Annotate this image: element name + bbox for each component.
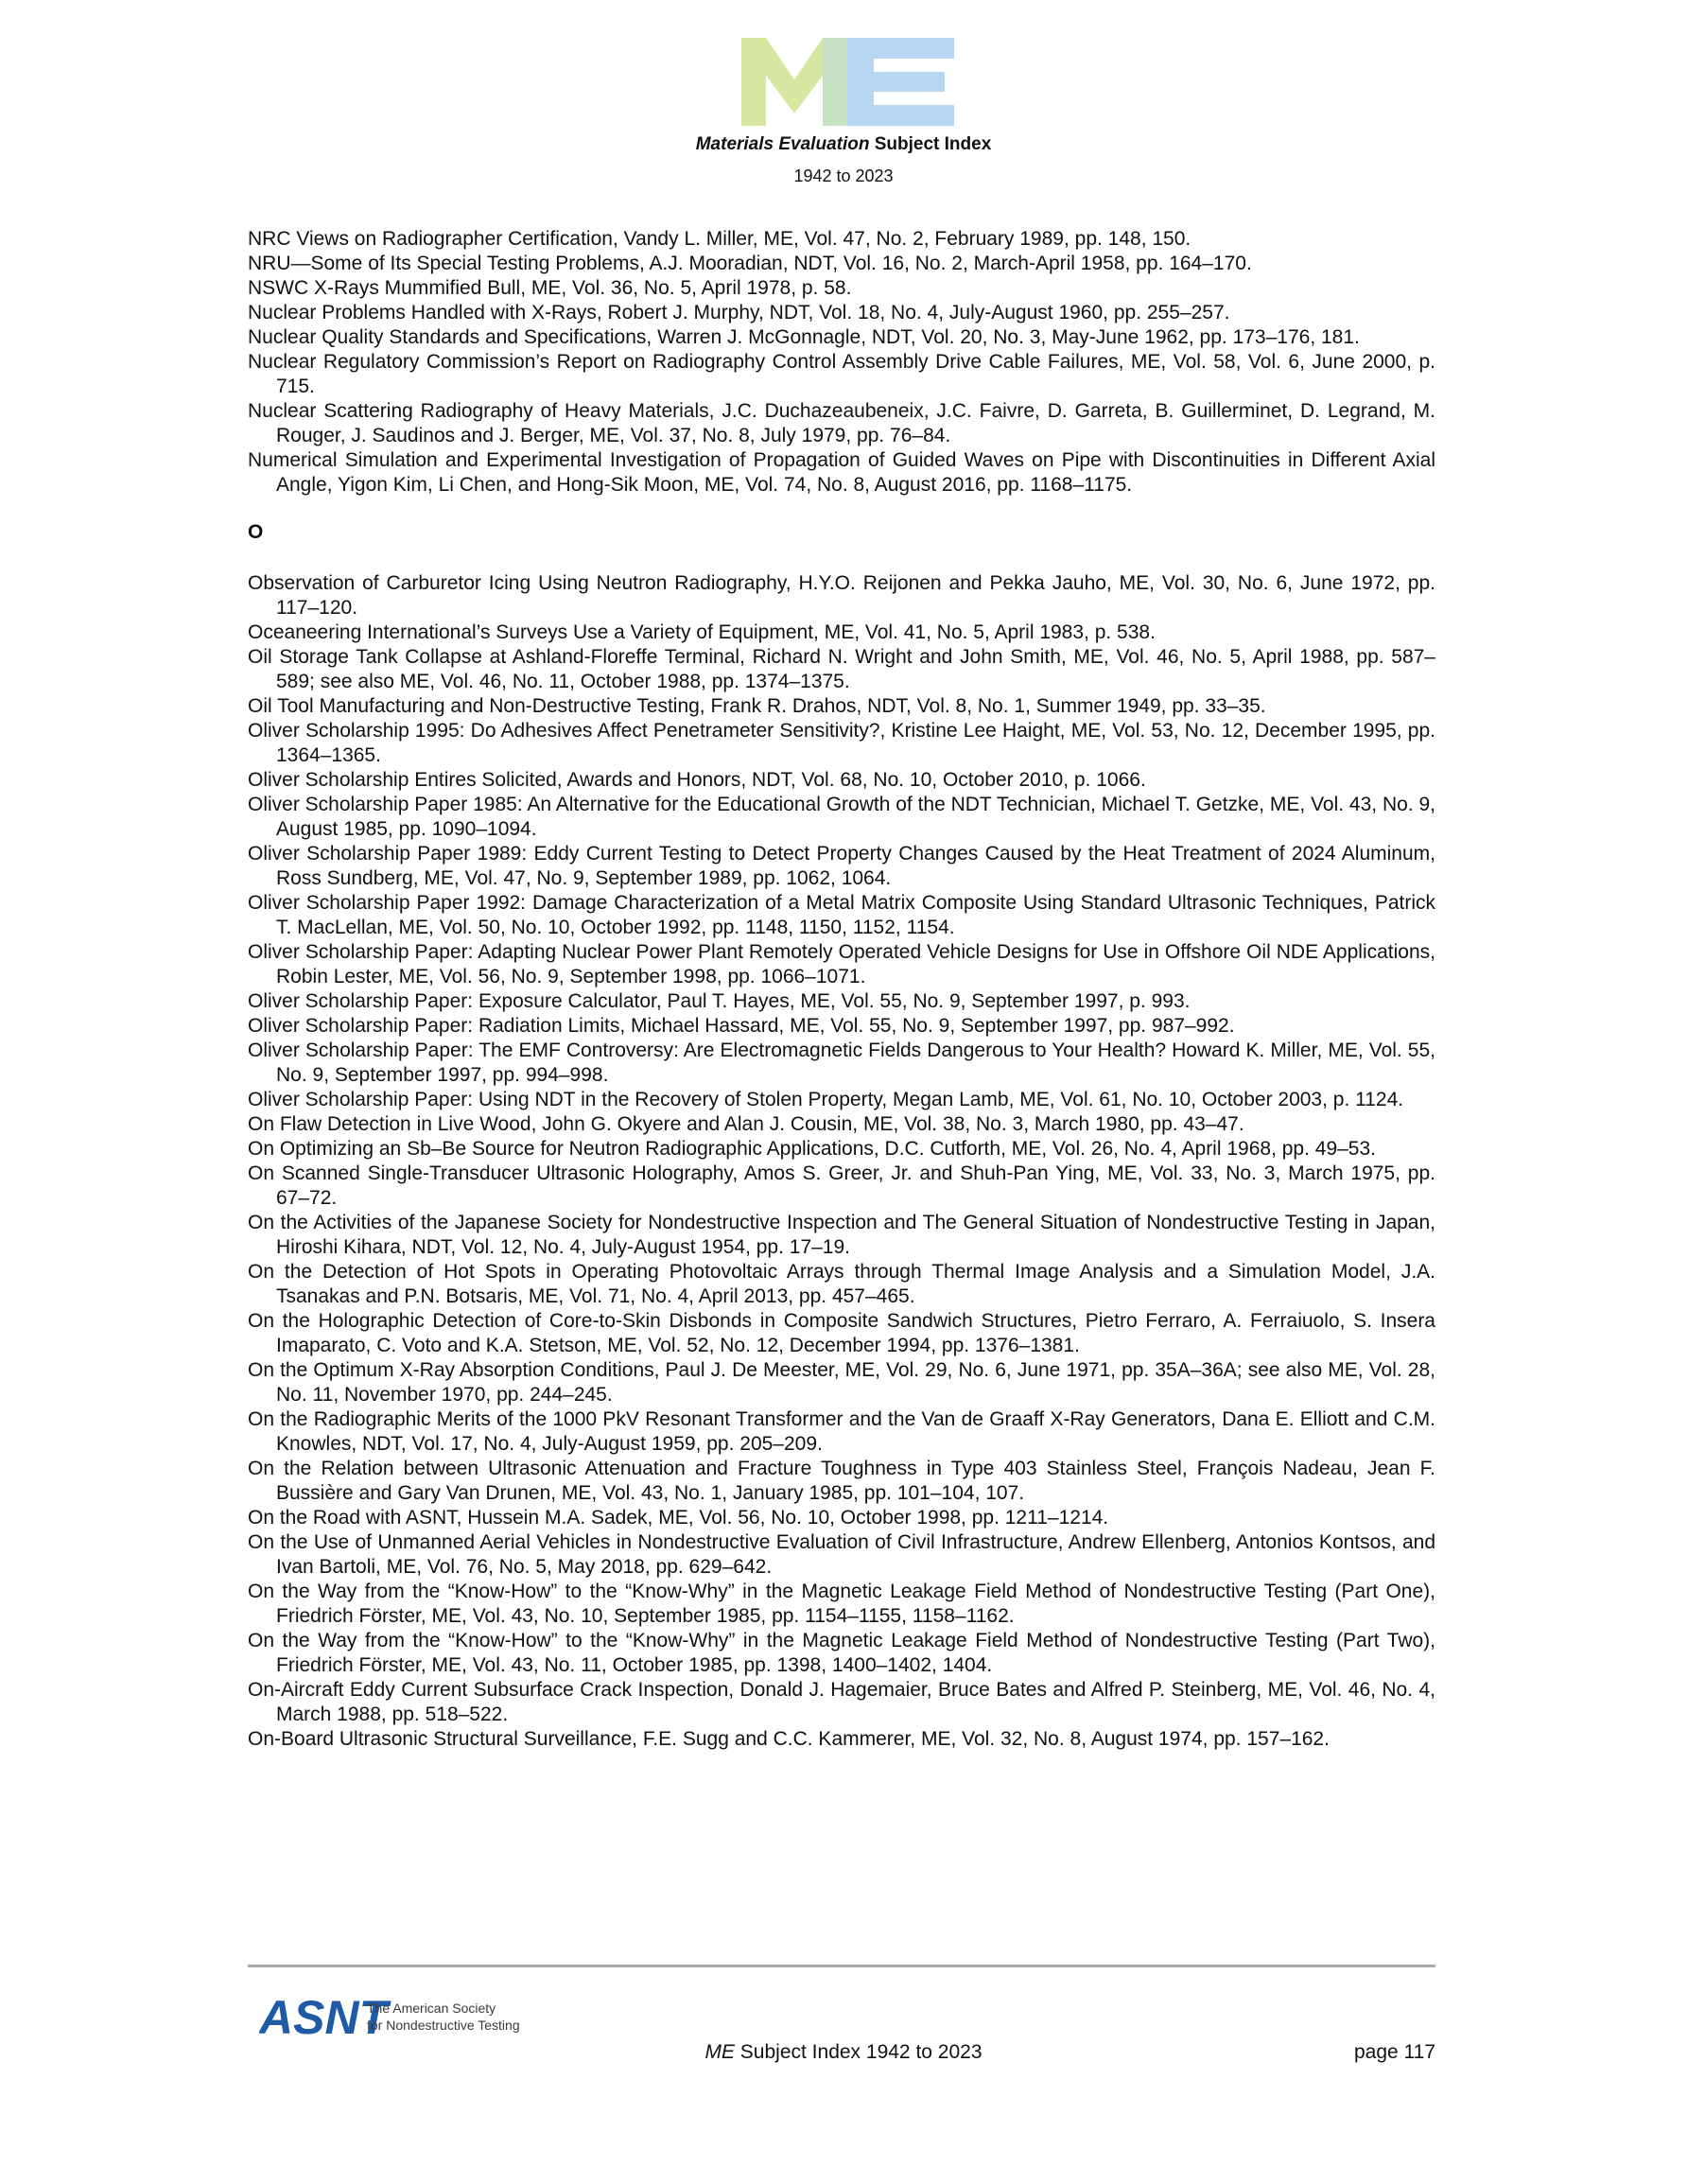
index-entry: On Optimizing an Sb–Be Source for Neutron Radiographic Applications, D.C. Cutforth, ME, Vol. 26, No. 4, April 1968, pp. 49–53. xyxy=(248,1138,1376,1160)
index-entry: Oil Tool Manufacturing and Non-Destructive Testing, Frank R. Drahos, NDT, Vol. 8, No. 1, Summer 1949, pp. 33–35. xyxy=(248,695,1266,717)
footer-divider xyxy=(248,1965,1435,1967)
index-entry: On the Activities of the Japanese Society for Nondestructive Inspection and The General Situation of Nondestructive Testing in Japan, Hiroshi Kihara, NDT, Vol. 12, No. 4, July-August 1954, pp. 17–19. xyxy=(248,1212,1435,1258)
index-entry: Oceaneering International’s Surveys Use a Variety of Equipment, ME, Vol. 41, No. 5, April 1983, p. 538. xyxy=(248,621,1156,643)
index-title: Materials Evaluation Subject Index xyxy=(695,134,992,154)
index-entry: Nuclear Problems Handled with X-Rays, Robert J. Murphy, NDT, Vol. 18, No. 4, July-August 1960, pp. 255–257. xyxy=(248,302,1230,323)
index-entry: On Flaw Detection in Live Wood, John G. Okyere and Alan J. Cousin, ME, Vol. 38, No. 3, March 1980, pp. 43–47. xyxy=(248,1113,1244,1135)
index-entry: Numerical Simulation and Experimental Investigation of Propagation of Guided Waves on Pipe with Discontinuities in Different Axial Angle, Yigon Kim, Li Chen, and Hong-Sik Moon, ME, Vol. 74, No. 8, August 2016, pp. 1168–1175. xyxy=(248,449,1435,496)
index-entry: On-Aircraft Eddy Current Subsurface Crack Inspection, Donald J. Hagemaier, Bruce Bates and Alfred P. Steinberg, ME, Vol. 46, No. 4, March 1988, pp. 518–522. xyxy=(248,1679,1435,1725)
index-entry: Oliver Scholarship Paper 1985: An Alternative for the Educational Growth of the NDT Technician, Michael T. Getzke, ME, Vol. 43, No. 9, August 1985, pp. 1090–1094. xyxy=(248,794,1435,840)
section-letter: O xyxy=(248,521,264,543)
index-entry: On-Board Ultrasonic Structural Surveillance, F.E. Sugg and C.C. Kammerer, ME, Vol. 32, No. 8, August 1974, pp. 157–162. xyxy=(248,1728,1330,1750)
index-content xyxy=(248,227,1435,1752)
index-entry: Oliver Scholarship Paper 1992: Damage Characterization of a Metal Matrix Composite Using Standard Ultrasonic Techniques, Patrick T. MacLellan, ME, Vol. 50, No. 10, October 1992, pp. 1148, 1150, 1152, 1154. xyxy=(248,892,1435,938)
entry-list-n xyxy=(248,227,1435,498)
me-logo xyxy=(741,38,954,126)
index-entry: On the Radiographic Merits of the 1000 PkV Resonant Transformer and the Van de Graaff X-Ray Generators, Dana E. Elliott and C.M. Knowles, NDT, Vol. 17, No. 4, July-August 1959, pp. 205–209. xyxy=(248,1408,1435,1455)
index-subtitle: 1942 to 2023 xyxy=(793,166,894,185)
index-entry: Oliver Scholarship Entires Solicited, Awards and Honors, NDT, Vol. 68, No. 10, October 2010, p. 1066. xyxy=(248,769,1146,791)
index-entry: On the Relation between Ultrasonic Attenuation and Fracture Toughness in Type 403 Stainless Steel, François Nadeau, Jean F. Bussière and Gary Van Drunen, ME, Vol. 43, No. 1, January 1985, pp. 101–104, 107. xyxy=(248,1458,1435,1504)
footer-title: ME Subject Index 1942 to 2023 xyxy=(704,2041,983,2063)
index-entry: On the Use of Unmanned Aerial Vehicles in Nondestructive Evaluation of Civil Infrastructure, Andrew Ellenberg, Antonios Kontsos, and Ivan Bartoli, ME, Vol. 76, No. 5, May 2018, pp. 629–642. xyxy=(248,1531,1435,1578)
index-entry: Observation of Carburetor Icing Using Neutron Radiography, H.Y.O. Reijonen and Pekka Jauho, ME, Vol. 30, No. 6, June 1972, pp. 117–120. xyxy=(248,572,1435,619)
index-entry: Oliver Scholarship Paper: Adapting Nuclear Power Plant Remotely Operated Vehicle Designs for Use in Offshore Oil NDE Applications, Robin Lester, ME, Vol. 56, No. 9, September 1998, pp. 1066–1071. xyxy=(248,941,1435,987)
index-entry: NRU—Some of Its Special Testing Problems, A.J. Mooradian, NDT, Vol. 16, No. 2, March-April 1958, pp. 164–170. xyxy=(248,253,1252,274)
page-number: page 117 xyxy=(1353,2041,1435,2063)
index-entry: On the Optimum X-Ray Absorption Conditions, Paul J. De Meester, ME, Vol. 29, No. 6, June 1971, pp. 35A–36A; see also ME, Vol. 28, No. 11, November 1970, pp. 244–245. xyxy=(248,1359,1435,1406)
index-entry: On the Detection of Hot Spots in Operating Photovoltaic Arrays through Thermal Image Analysis and a Simulation Model, J.A. Tsanakas and P.N. Botsaris, ME, Vol. 71, No. 4, April 2013, pp. 457–465. xyxy=(248,1261,1435,1307)
index-entry: Oliver Scholarship Paper: Radiation Limits, Michael Hassard, ME, Vol. 55, No. 9, September 1997, pp. 987–992. xyxy=(248,1015,1235,1037)
index-entry: On the Road with ASNT, Hussein M.A. Sadek, ME, Vol. 56, No. 10, October 1998, pp. 1211–1214. xyxy=(248,1507,1109,1529)
index-entry: On the Way from the “Know-How” to the “Know-Why” in the Magnetic Leakage Field Method of Nondestructive Testing (Part One), Friedrich Förster, ME, Vol. 43, No. 10, September 1985, pp. 1154–1155, 1158–1162. xyxy=(248,1581,1435,1627)
index-entry: Nuclear Scattering Radiography of Heavy Materials, J.C. Duchazeaubeneix, J.C. Faivre, D. Garreta, B. Guillerminet, D. Legrand, M. Rouger, J. Saudinos and J. Berger, ME, Vol. 37, No. 8, July 1979, pp. 76–84. xyxy=(248,400,1435,446)
index-entry: Oliver Scholarship Paper: The EMF Controversy: Are Electromagnetic Fields Dangerous to Your Health? Howard K. Miller, ME, Vol. 55, No. 9, September 1997, pp. 994–998. xyxy=(248,1040,1435,1086)
index-entry: Oliver Scholarship Paper: Using NDT in the Recovery of Stolen Property, Megan Lamb, ME, Vol. 61, No. 10, October 2003, p. 1124. xyxy=(248,1089,1404,1110)
svg-text:for Nondestructive Testing: for Nondestructive Testing xyxy=(367,2018,520,2033)
index-entry: Oliver Scholarship Paper: Exposure Calculator, Paul T. Hayes, ME, Vol. 55, No. 9, September 1997, p. 993. xyxy=(248,990,1191,1012)
index-entry: On the Holographic Detection of Core-to-Skin Disbonds in Composite Sandwich Structures, Pietro Ferraro, A. Ferraiuolo, S. Insera Imaparato, C. Voto and K.A. Stetson, ME, Vol. 52, No. 12, December 1994, pp. 1376–1381. xyxy=(248,1310,1435,1356)
index-entry: Nuclear Quality Standards and Specifications, Warren J. McGonnagle, NDT, Vol. 20, No. 3, May-June 1962, pp. 173–176, 181. xyxy=(248,326,1360,348)
index-entry: Oil Storage Tank Collapse at Ashland-Floreffe Terminal, Richard N. Wright and John Smith, ME, Vol. 46, No. 5, April 1988, pp. 587–589; see also ME, Vol. 46, No. 11, October 1988, pp. 1374–1375. xyxy=(248,646,1435,692)
index-entry: NSWC X-Rays Mummified Bull, ME, Vol. 36, No. 5, April 1978, p. 58. xyxy=(248,277,852,299)
svg-text:ASNT: ASNT xyxy=(259,1991,389,2044)
entry-list-o xyxy=(248,571,1435,1752)
index-entry: Oliver Scholarship Paper 1989: Eddy Current Testing to Detect Property Changes Caused by the Heat Treatment of 2024 Aluminum, Ross Sundberg, ME, Vol. 47, No. 9, September 1989, pp. 1062, 1064. xyxy=(248,843,1435,889)
index-entry: NRC Views on Radiographer Certification, Vandy L. Miller, ME, Vol. 47, No. 2, February 1989, pp. 148, 150. xyxy=(248,228,1191,250)
index-entry: Nuclear Regulatory Commission’s Report on Radiography Control Assembly Drive Cable Failures, ME, Vol. 58, Vol. 6, June 2000, p. 715. xyxy=(248,351,1435,397)
index-entry: On Scanned Single-Transducer Ultrasonic Holography, Amos S. Greer, Jr. and Shuh-Pan Ying, ME, Vol. 33, No. 3, March 1975, pp. 67–72. xyxy=(248,1162,1435,1209)
index-entry: Oliver Scholarship 1995: Do Adhesives Affect Penetrameter Sensitivity?, Kristine Lee Haight, ME, Vol. 53, No. 12, December 1995, pp. 1364–1365. xyxy=(248,720,1435,766)
index-entry: On the Way from the “Know-How” to the “Know-Why” in the Magnetic Leakage Field Method of Nondestructive Testing (Part Two), Friedrich Förster, ME, Vol. 43, No. 11, October 1985, pp. 1398, 1400–1402, 1404. xyxy=(248,1630,1435,1676)
svg-text:The American Society: The American Society xyxy=(367,2001,496,2016)
